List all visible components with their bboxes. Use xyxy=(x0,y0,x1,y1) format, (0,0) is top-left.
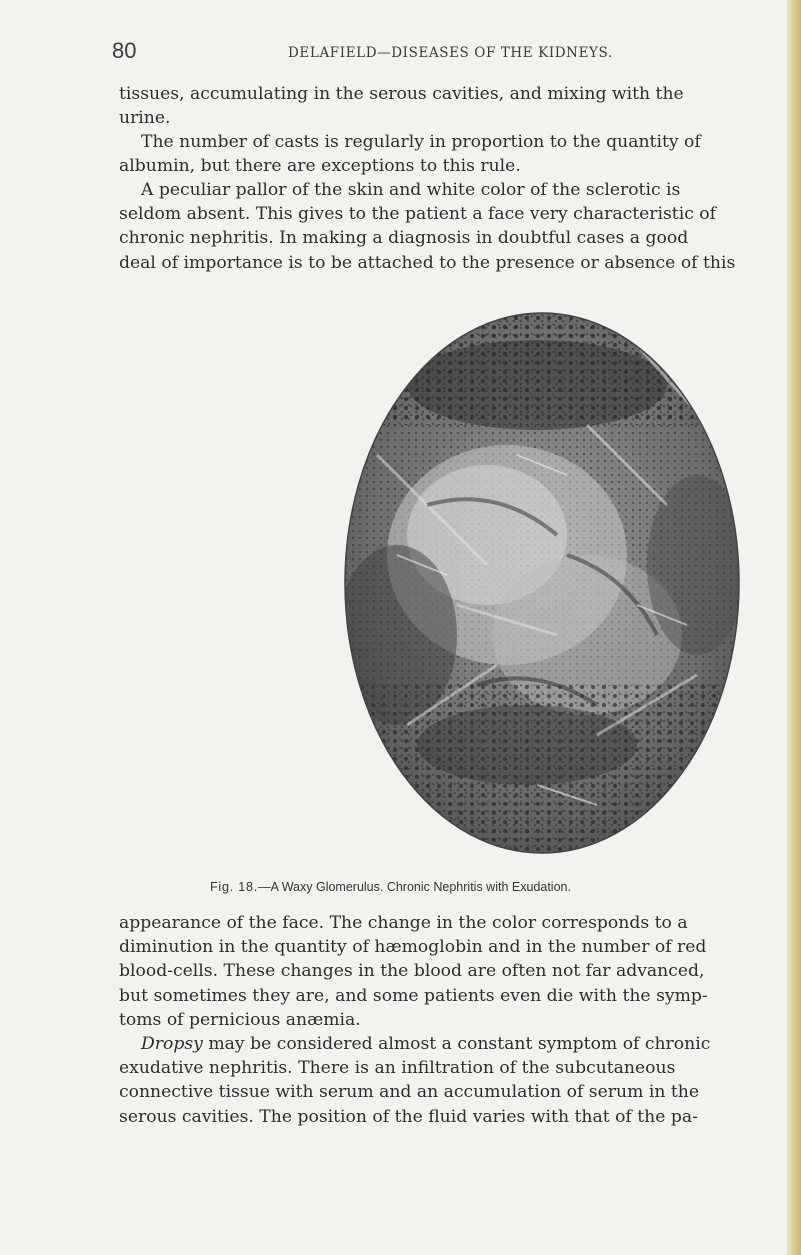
figure-waxy-glomerulus xyxy=(337,305,747,865)
text-line: diminution in the quantity of hæmoglobin and in the number of red xyxy=(119,937,707,958)
text-line: chronic nephritis. In making a diagnosis in doubtful cases a good xyxy=(119,228,689,249)
text-line: but sometimes they are, and some patients even die with the symp- xyxy=(119,985,708,1006)
text-line: A peculiar pallor of the skin and white color of the sclerotic is xyxy=(141,180,681,200)
text-line: tissues, accumulating in the serous cavities, and mixing with the xyxy=(119,84,684,104)
figure-caption xyxy=(210,880,680,894)
running-title: DELAFIELD—DISEASES OF THE KIDNEYS. xyxy=(288,45,613,61)
text-line: connective tissue with serum and an accumulation of serum in the xyxy=(119,1082,700,1103)
dropsy-rest: may be considered almost a constant symptom of chronic xyxy=(202,1034,711,1054)
micrograph-illustration xyxy=(337,305,747,865)
figure-caption-text: —A Waxy Glomerulus. Chronic Nephritis with Exudation. xyxy=(258,880,571,894)
text-line: seldom absent. This gives to the patient a face very characteristic of xyxy=(119,204,717,225)
top-paragraph-3 xyxy=(119,178,769,275)
dropsy-term: Dropsy xyxy=(141,1034,203,1054)
page-header xyxy=(0,38,801,62)
text-line: urine. xyxy=(119,108,171,129)
text-line: albumin, but there are exceptions to this rule. xyxy=(119,156,521,177)
page-edge xyxy=(787,0,801,1255)
text-line: appearance of the face. The change in the color corresponds to a xyxy=(119,913,688,933)
text-line: exudative nephritis. There is an infiltration of the subcutaneous xyxy=(119,1058,676,1079)
text-line: The number of casts is regularly in proportion to the quantity of xyxy=(141,132,701,152)
text-line: blood-cells. These changes in the blood are often not far advanced, xyxy=(119,961,705,982)
text-line xyxy=(119,1032,769,1056)
top-paragraph-2 xyxy=(119,130,769,178)
text-line: serous cavities. The position of the fluid varies with that of the pa- xyxy=(119,1106,698,1127)
bottom-paragraph-1 xyxy=(119,911,769,1032)
top-paragraph-1 xyxy=(119,82,769,130)
figure-label: Fig. 18. xyxy=(210,880,259,894)
bottom-paragraph-2 xyxy=(119,1032,769,1129)
page-number: 80 xyxy=(112,38,137,63)
text-line: deal of importance is to be attached to the presence or absence of this xyxy=(119,252,736,273)
text-line: toms of pernicious anæmia. xyxy=(119,1009,361,1030)
